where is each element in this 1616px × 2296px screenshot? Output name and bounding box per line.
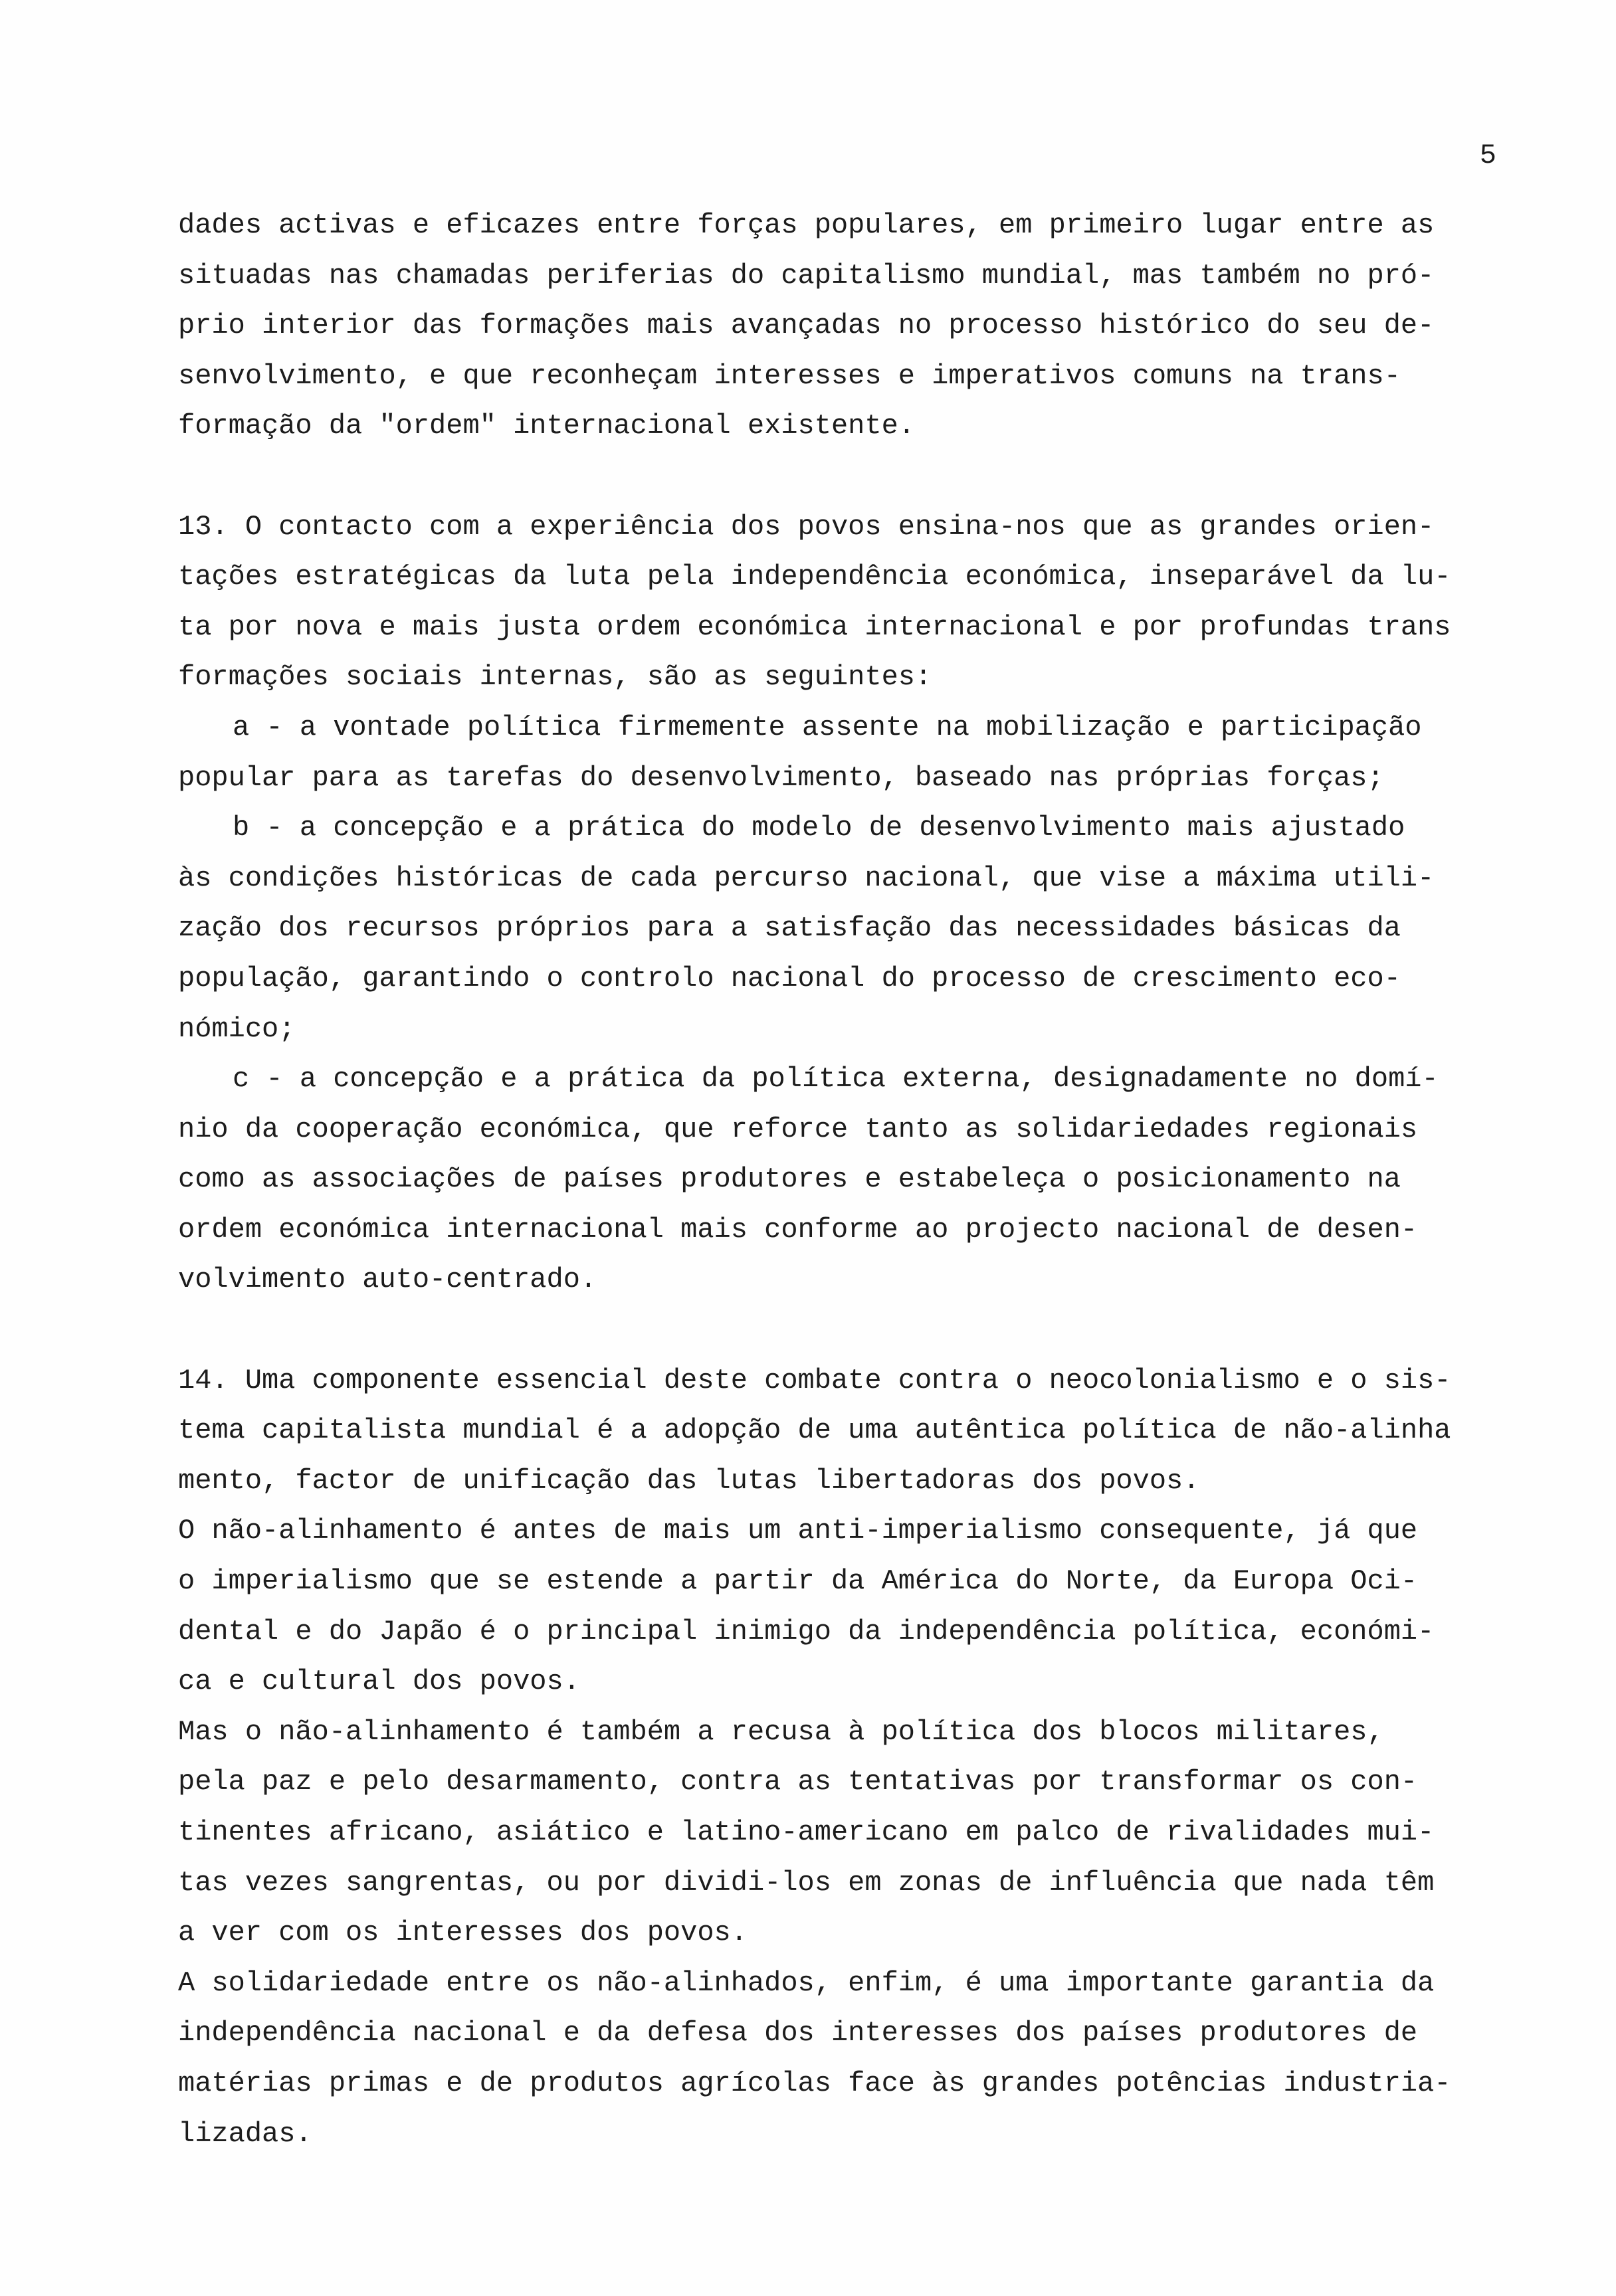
text-line: formação da "ordem" internacional existente. — [178, 410, 915, 442]
text-line: popular para as tarefas do desenvolvimento, baseado nas próprias forças; — [178, 761, 1384, 794]
text-line: situadas nas chamadas periferias do capitalismo mundial, mas também no pró- — [178, 259, 1435, 292]
text-line: 13. O contacto com a experiência dos povos ensina-nos que as grandes orien- — [178, 510, 1435, 543]
text-line: b - a concepção e a prática do modelo de desenvolvimento mais ajustado — [233, 812, 1405, 844]
text-line: tinentes africano, asiático e latino-americano em palco de rivalidades mui- — [178, 1816, 1435, 1848]
list-item-c — [178, 1054, 1554, 1305]
text-line: tas vezes sangrentas, ou por dividi-los em zonas de influência que nada têm — [178, 1866, 1435, 1899]
text-line: dades activas e eficazes entre forças populares, em primeiro lugar entre as — [178, 209, 1435, 241]
text-line: tações estratégicas da luta pela independência económica, inseparável da lu- — [178, 561, 1451, 593]
text-line: a ver com os interesses dos povos. — [178, 1917, 748, 1949]
intro-paragraph — [178, 201, 1554, 452]
text-line: prio interior das formações mais avançadas no processo histórico do seu de- — [178, 310, 1435, 342]
text-line: senvolvimento, e que reconheçam interesses e imperativos comuns na trans- — [178, 359, 1401, 392]
text-line: ordem económica internacional mais conforme ao projecto nacional de desen- — [178, 1213, 1418, 1246]
text-line: c - a concepção e a prática da política externa, designadamente no domí- — [233, 1063, 1439, 1096]
section-13 — [178, 502, 1554, 1306]
text-line: matérias primas e de produtos agrícolas face às grandes potências industria- — [178, 2067, 1451, 2099]
text-line: tema capitalista mundial é a adopção de uma autêntica política de não-alinha — [178, 1414, 1451, 1447]
paragraph-gap — [178, 452, 1554, 502]
text-line: nio da cooperação económica, que reforce tanto as solidariedades regionais — [178, 1113, 1418, 1145]
text-line: população, garantindo o controlo nacional do processo de crescimento eco- — [178, 962, 1401, 995]
text-line: independência nacional e da defesa dos interesses dos países produtores de — [178, 2017, 1418, 2050]
list-item-a — [178, 703, 1554, 803]
text-line: a - a vontade política firmemente assente na mobilização e participação — [233, 711, 1422, 743]
text-line: nómico; — [178, 1012, 296, 1045]
section-14 — [178, 1356, 1554, 2160]
text-line: ca e cultural dos povos. — [178, 1666, 580, 1698]
text-line: como as associações de países produtores e estabeleça o posicionamento na — [178, 1163, 1401, 1196]
text-line: volvimento auto-centrado. — [178, 1264, 597, 1296]
text-line: 14. Uma componente essencial deste combate contra o neocolonialismo e o sis- — [178, 1364, 1451, 1396]
text-line: pela paz e pelo desarmamento, contra as tentativas por transformar os con- — [178, 1766, 1418, 1798]
text-line: às condições históricas de cada percurso nacional, que vise a máxima utili- — [178, 862, 1435, 894]
text-line: mento, factor de unificação das lutas libertadoras dos povos. — [178, 1464, 1200, 1497]
text-line: ta por nova e mais justa ordem económica internacional e por profundas trans — [178, 611, 1451, 643]
document-body — [178, 201, 1554, 2159]
text-line: dental e do Japão é o principal inimigo da independência política, económi- — [178, 1615, 1435, 1648]
text-line: A solidariedade entre os não-alinhados, enfim, é uma importante garantia da — [178, 1966, 1435, 1999]
text-line: formações sociais internas, são as seguintes: — [178, 661, 932, 694]
page-number: 5 — [1479, 140, 1496, 171]
text-line: lizadas. — [178, 2117, 312, 2150]
text-line: zação dos recursos próprios para a satisfação das necessidades básicas da — [178, 912, 1401, 945]
text-line: o imperialismo que se estende a partir da América do Norte, da Europa Oci- — [178, 1565, 1418, 1598]
text-line: O não-alinhamento é antes de mais um anti-imperialismo consequente, já que — [178, 1515, 1418, 1547]
list-item-b — [178, 803, 1554, 1054]
text-line: Mas o não-alinhamento é também a recusa à política dos blocos militares, — [178, 1715, 1384, 1748]
paragraph-gap — [178, 1305, 1554, 1356]
